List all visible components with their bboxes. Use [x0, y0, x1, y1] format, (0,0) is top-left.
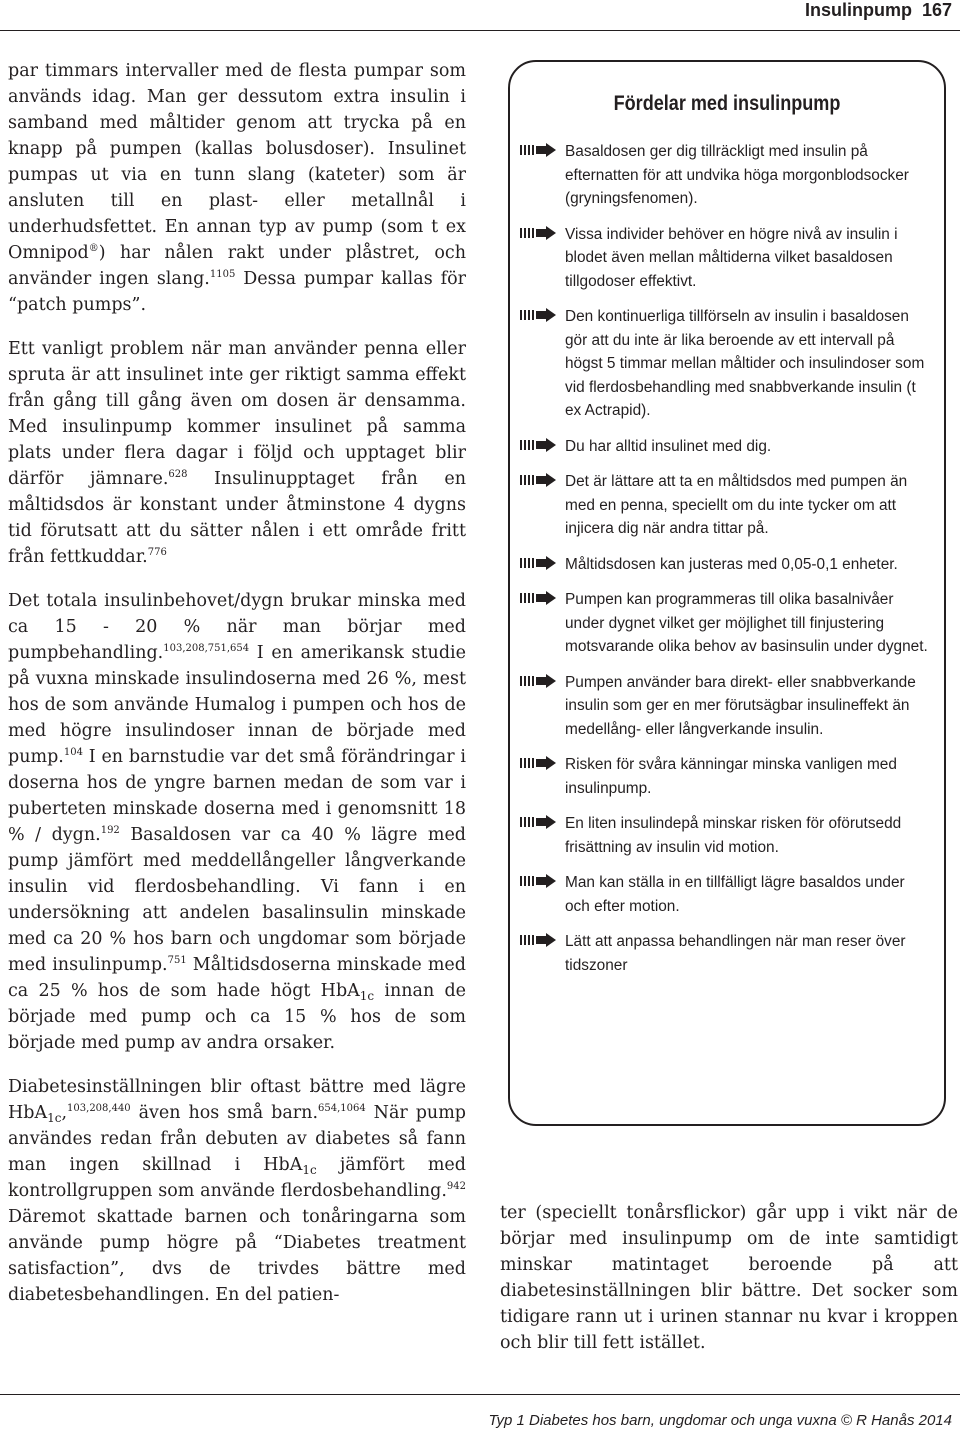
advantage-text: En liten insulindepå minskar risken för oförutsedd frisättning av insulin vid motion.: [565, 815, 902, 856]
subscript: 1c: [47, 1111, 62, 1125]
subscript: 1c: [302, 1163, 317, 1177]
advantage-text: Man kan ställa in en tillfälligt lägre basaldos under och efter motion.: [565, 874, 905, 915]
paragraph-weight: ter (speciellt tonårsflickor) går upp i vikt när de börjar med insulinpump om de inte samtidigt minskar matintaget beroende på att diabetesinställningen blir bättre. Det socker som tidigare rann ut i urinen stannar nu kvar i kroppen och blir till fett istället.: [500, 1203, 958, 1353]
advantage-item: [510, 553, 944, 577]
paragraph-pump-intro: par timmars intervaller med de flesta pumpar som används idag. Man ger dessutom extra insulin i samband med måltider genom att trycka på en knapp på pumpen (kallas bolusdoser). Insulinet pumpas ut via en tunn slang (kateter) som är ansluten till en plast- eller metallnål i underhudsfettet. En annan typ av pump (som t ex Omnipod®) har nålen rakt under plåstret, och använder ingen slang.$^{1105}$ Dessa pumpar kallas för “patch pumps”.: [8, 61, 466, 315]
advantage-item: [510, 435, 944, 459]
reference: 628: [168, 469, 188, 480]
right-column: [500, 1200, 958, 1374]
left-column: [8, 58, 466, 1326]
page-number: 167: [921, 0, 952, 20]
advantage-text: Du har alltid insulinet med dig.: [565, 437, 772, 455]
footer-rule: [0, 1394, 960, 1395]
reference: 751: [167, 955, 187, 966]
advantage-item: [510, 871, 944, 918]
advantage-text: Basaldosen ger dig tillräckligt med insulin på efternatten för att undvika höga morgonblodsocker (gryningsfenomen).: [565, 143, 909, 207]
advantage-item: [510, 470, 944, 541]
advantage-item: [510, 140, 944, 211]
page-footer: Typ 1 Diabetes hos barn, ungdomar och unga vuxna © R Hanås 2014: [488, 1412, 952, 1429]
advantage-item: [510, 223, 944, 294]
advantage-text: Pumpen kan programmeras till olika basalnivåer under dygnet vilket ger möjlighet till finjustering motsvarande olika behov av basinsulin under dygnet.: [565, 591, 928, 655]
reference: 192: [100, 825, 120, 836]
advantages-list: [510, 140, 944, 989]
advantage-item: [510, 671, 944, 742]
reference: 654,1064: [318, 1103, 366, 1114]
box-title: Fördelar med insulinpump: [613, 92, 841, 115]
header-title: Insulinpump: [804, 0, 912, 20]
paragraph-insulin-need: Det totala insulinbehovet/dygn brukar minska med ca 15 - 20 % när man börjar med pumpbehandling.$^{103,208,751,654}$ I en amerikansk studie på vuxna minskade insulindoserna med 26 %, mest hos de som använde Humalog i pumpen och hos de med högre insulindoser innan de började med pump.$^{104}$ I en barnstudie var det små förändringar i doserna hos de yngre barnen medan de som var i puberteten minskade doserna med i genomsnitt 18 % / dygn.$^{192}$ Basaldosen var ca 40 % lägre med pump jämfört med meddellångeller långverkande insulin vid flerdosbehandling. Vi fann i en undersökning att andelen basalinsulin minskade med ca 20 % hos barn och ungdomar som började med insulinpump.$^{751}$ Måltidsdoserna minskade med ca 25 % hos de som hade högt HbA$_{1c}$ innan de började med pump och ca 15 % hos de som började med pump av andra orsaker.: [8, 591, 467, 1053]
paragraph-diabetes-control: Diabetesinställningen blir oftast bättre med lägre HbA$_{1c}$,$^{103,208,440}$ även hos små barn.$^{654,1064}$ När pump användes redan från debuten av diabetes så fann man ingen skillnad i HbA$_{1c}$ jämfört med kontrollgruppen som använde flerdosbehandling.$^{942}$ Däremot skattade barnen och tonåringarna som använde pump högre på “Diabetes treatment satisfaction”, dvs de trivdes bättre med diabetesbehandlingen. En del patien-: [8, 1077, 466, 1305]
advantage-text: Pumpen använder bara direkt- eller snabbverkande insulin som ger en mer förutsägbar insulineffekt än medellång- eller långverkande insulin.: [565, 673, 916, 738]
reference: 103,208,440: [67, 1103, 131, 1114]
registered-mark: ®: [88, 243, 99, 254]
paragraph-absorption: Ett vanligt problem när man använder penna eller spruta är att insulinet inte ger riktigt samma effekt från gång till gång även om dosen är densamma. Med insulinpump kommer insulinet på samma plats under flera dagar i följd och upptaget blir därför jämnare.$^{628}$ Insulinupptaget från en måltidsdos är konstant under åtminstone 4 dygns tid förutsatt att du sätter nålen i ett område fritt från fettkuddar.$^{776}$: [8, 339, 466, 567]
advantage-text: Det är lättare att ta en måltidsdos med pumpen än med en penna, speciellt om du inte tycker om att injicera dig när andra tittar på.: [565, 473, 908, 537]
advantage-item: [510, 305, 944, 423]
running-header: [805, 0, 952, 21]
advantage-item: [510, 588, 944, 659]
advantage-text: Den kontinuerliga tillförseln av insulin i basaldosen gör att du inte är lika beroende av ett intervall på högst 5 timmar mellan måltider och insulindoser som vid flerdosbehandling med snabbverkande insulin (t ex Actrapid).: [565, 308, 925, 419]
advantage-text: Vissa individer behöver en högre nivå av insulin i blodet även mellan måltiderna vilket basaldosen tillgodoser effektivt.: [565, 225, 898, 290]
advantage-item: [510, 753, 944, 800]
advantage-item: [510, 930, 944, 977]
advantage-text: Måltidsdosen kan justeras med 0,05-0,1 enheter.: [565, 555, 898, 573]
reference: 776: [147, 547, 167, 558]
reference: 942: [446, 1181, 466, 1192]
advantages-box: [508, 60, 946, 1126]
advantage-text: Lätt att anpassa behandlingen när man reser över tidszoner: [565, 933, 906, 974]
header-rule: [0, 30, 960, 31]
reference: 1105: [209, 269, 236, 280]
advantage-text: Risken för svåra känningar minska vanligen med insulinpump.: [565, 756, 897, 797]
reference: 103,208,751,654: [163, 643, 250, 654]
advantage-item: [510, 812, 944, 859]
reference: 104: [63, 747, 83, 758]
subscript: 1c: [359, 989, 375, 1003]
